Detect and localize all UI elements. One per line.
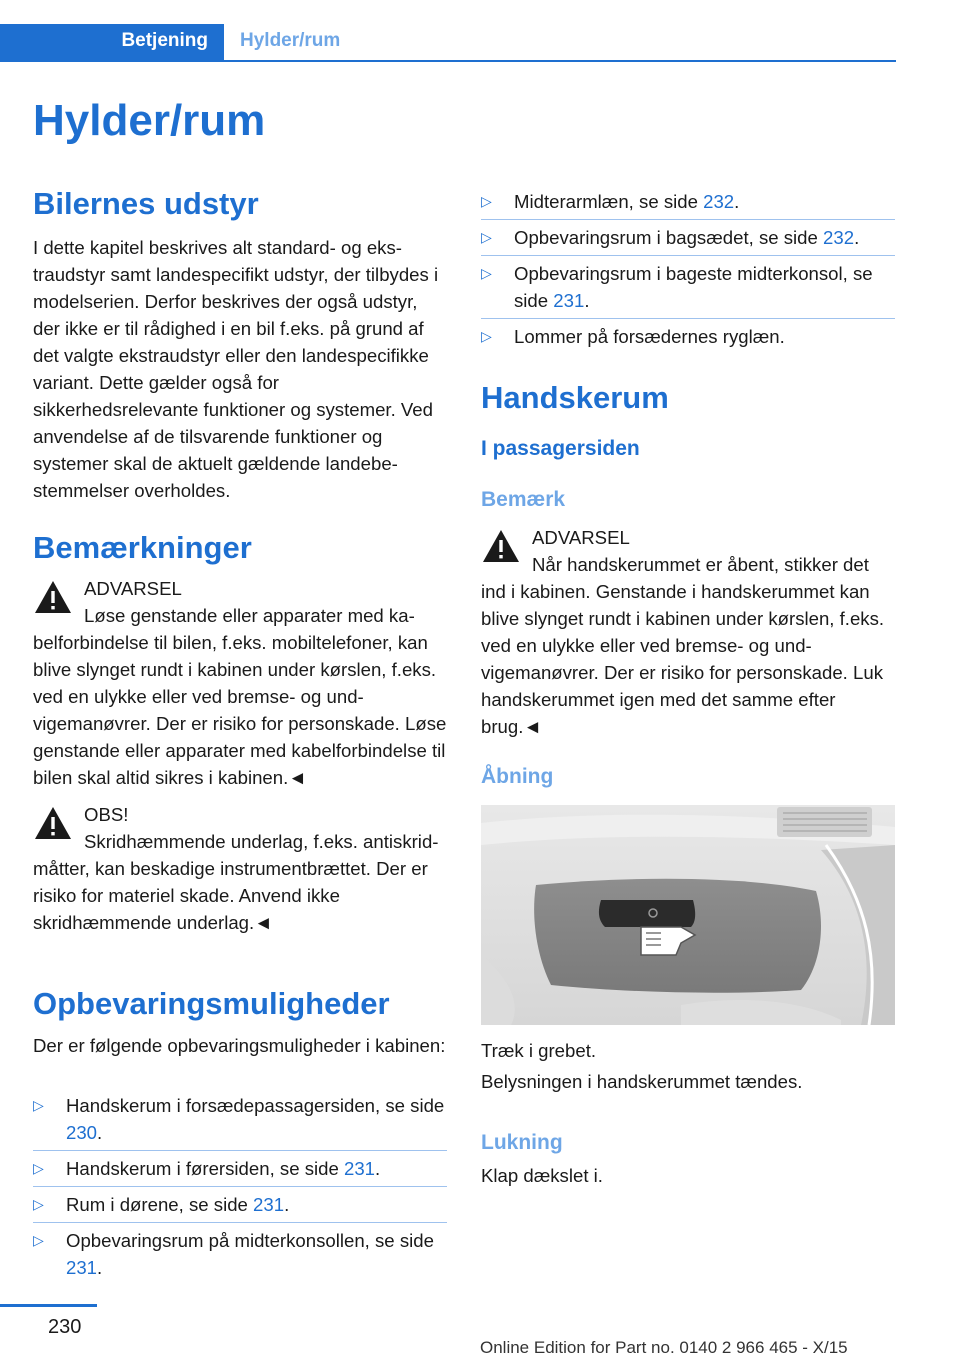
edition-note: Online Edition for Part no. 0140 2 966 465 - X/15 [480,1338,848,1357]
page-link[interactable]: 232 [823,227,855,248]
warning-heading: ADVARSEL [84,578,182,599]
page-link[interactable]: 231 [253,1194,285,1215]
warning-heading: ADVARSEL [532,527,630,548]
triangle-bullet-icon: ▷ [33,1097,44,1113]
header-divider [224,60,896,62]
section-title-opbevaringsmuligheder: Opbevaringsmuligheder [33,986,390,1021]
triangle-bullet-icon: ▷ [481,265,492,281]
subsection-title-passagersiden: I passagersiden [481,437,640,460]
triangle-bullet-icon: ▷ [481,229,492,245]
glovebox-photo [481,805,895,1025]
triangle-bullet-icon: ▷ [481,328,492,344]
warning-text: Skridhæmmende underlag, f.eks. antiskrid-måtter, kan beskadige instrumentbrættet. Der er risiko for materiel skade. Anvend ikke skridhæmmende underlag.◄ [33,831,439,933]
subsection-title-abning: Åbning [481,765,554,788]
page-title: Hylder/rum [33,96,266,145]
page-number: 230 [48,1316,82,1338]
footer-divider [0,1304,97,1307]
list-item: ▷ Opbevaringsrum på midterkonsollen, se side 231. [33,1223,447,1285]
closing-step-1: Klap dækslet i. [481,1165,603,1186]
page-link[interactable]: 231 [343,1158,376,1179]
list-item: ▷ Handskerum i førersiden, se side 231. [33,1151,447,1187]
section-body-opbevaringsmuligheder: Der er følgende opbevaringsmuligheder i kabinen: [33,1035,446,1056]
subsection-title-bemaerk: Bemærk [481,488,566,511]
list-item: ▷ Lommer på forsædernes ryglæn. [481,319,895,354]
page-link[interactable]: 231 [553,290,585,311]
tab-hylder-rum[interactable]: Hylder/rum [240,30,341,51]
opening-step-1: Træk i grebet. [481,1040,597,1061]
tab-betjening[interactable] [0,24,224,62]
tab-label: Betjening [121,30,208,51]
triangle-bullet-icon: ▷ [481,193,492,209]
storage-list-right [481,184,895,354]
page-link[interactable]: 231 [66,1257,98,1278]
triangle-bullet-icon: ▷ [33,1196,44,1212]
page-link[interactable]: 230 [66,1122,98,1143]
opening-step-2: Belysningen i handskerummet tændes. [481,1071,803,1092]
list-item: ▷ Opbevaringsrum i bagsædet, se side 232. [481,220,895,256]
page-link[interactable]: 232 [703,191,735,212]
warning-text: Når handskerummet er åbent, stikker det ind i kabinen. Genstande i handskerummet kan blive slynget rundt i kabinen under kørslen, f.eks. ved en ulykke eller ved bremse- og undvigemanøvrer. Der er risiko for personskade. Luk handskerummet igen med det samme efter brug.◄ [481,554,885,737]
triangle-bullet-icon: ▷ [33,1232,44,1248]
warning-heading: OBS! [84,804,129,825]
list-item: ▷ Opbevaringsrum i bageste midterkonsol, se side 231. [481,256,895,319]
section-title-bemaerkninger: Bemærkninger [33,530,252,565]
list-item: ▷ Rum i dørene, se side 231. [33,1187,447,1223]
section-title-handskerum: Handskerum [481,380,669,415]
storage-list-left [33,1088,447,1285]
page-header [0,0,960,62]
warning-text: Løse genstande eller apparater med kabelforbindelse til bilen, f.eks. mobiltelefoner, kan blive slynget rundt i kabinen under kørslen, f.eks. ved en ulykke eller ved bremse- og undvigemanøvrer. Der er risiko for personskade. Løse genstande eller apparater med kabelforbindelse til bilen skal altid sikres i kabinen.◄ [33,605,447,788]
section-body-bilernes-udstyr: I dette kapitel beskrives alt standard- og ekstraudstyr samt landespecifikt udstyr, der tilbydes i modelserien. Derfor beskrives der også udstyr, der ikke er til rådighed i en bil f.eks. på grund af det valgte ekstraudstyr eller den landespecifikke variant. Dette gælder også for sikkerhedsrelevante funktioner og systemer. Ved anvendelse af de tilsvarende funktioner og systemer skal de aktuelt gældende landebestemmelser overholdes. [33,237,439,501]
triangle-bullet-icon: ▷ [33,1160,44,1176]
list-item: ▷ Midterarmlæn, se side 232. [481,184,895,220]
list-item: ▷ Handskerum i forsædepassagersiden, se side 230. [33,1088,447,1151]
subsection-title-lukning: Lukning [481,1131,563,1154]
section-title-bilernes-udstyr: Bilernes udstyr [33,186,259,221]
